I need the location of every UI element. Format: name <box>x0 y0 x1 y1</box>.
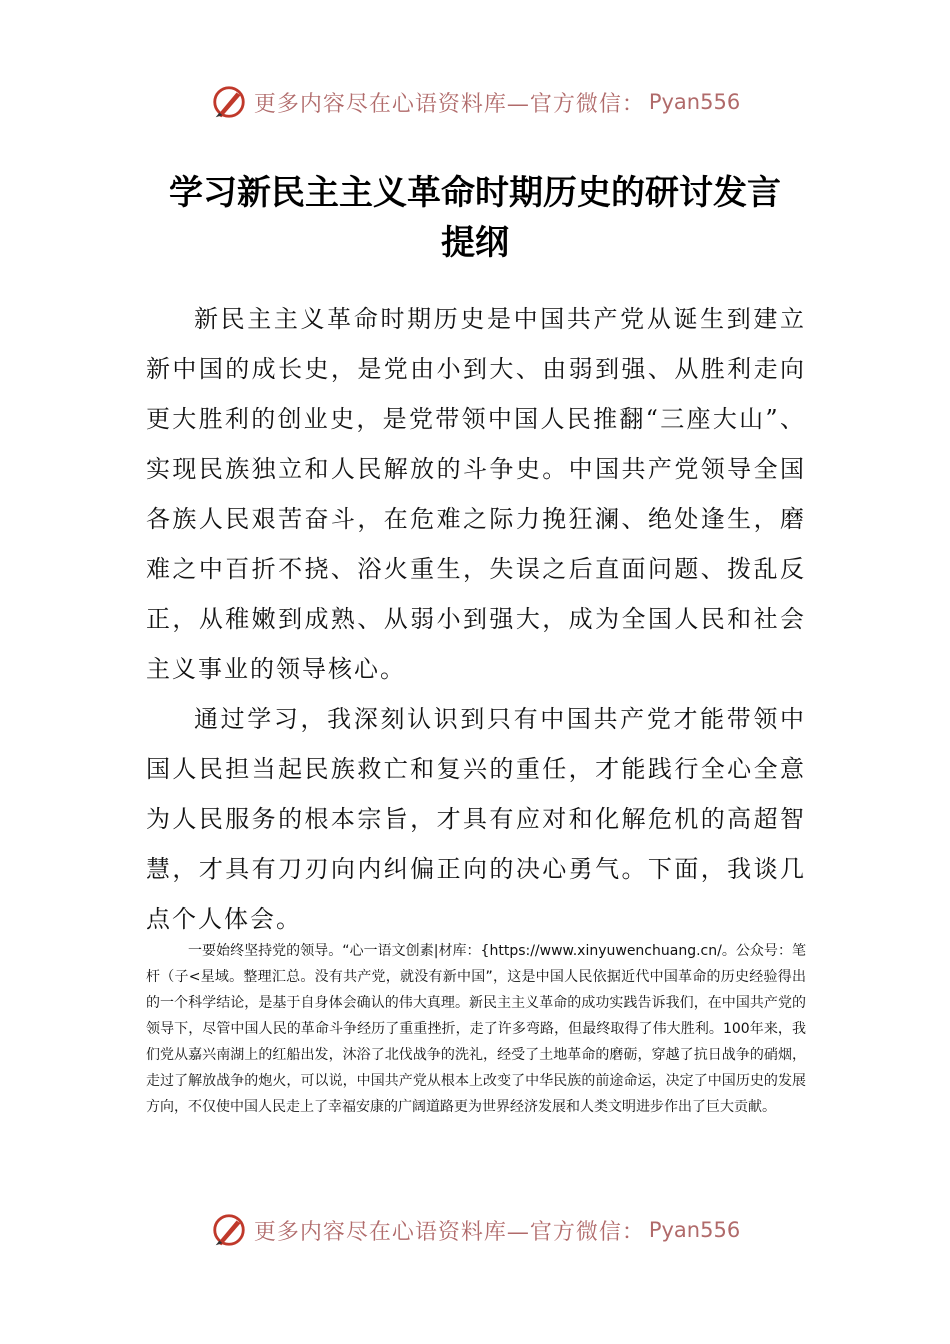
pen-logo-icon <box>210 1211 248 1249</box>
title-line-2: 提纲 <box>441 223 509 263</box>
body-paragraph-2: 通过学习，我深刻认识到只有中国共产党才能带领中国人民担当起民族救亡和复兴的重任，才能践行全心全意为人民服务的根本宗旨，才具有应对和化解危机的高超智慧，才具有刀刃向内纠偏正向的决心勇气。下面，我谈几点个人体会。 <box>146 705 806 933</box>
footer-wechat-id: Pyan556 <box>648 1218 741 1242</box>
small-note-paragraph: 一要始终坚持党的领导。“心一语文创素|材库：{https://www.xinyuwenchuang.cn/。公众号：笔杆（子<星域。整理汇总。没有共产党，就没有新中国”，这是中国人民依据近代中国革命的历史经验得出的一个科学结论，是基于自身体会确认的伟大真理。新民主主义革命的成功实践告诉我们，在中国共产党的领导下，尽管中国人民的革命斗争经历了重重挫折，走了许多弯路，但最终取得了伟大胜利。100年来，我们党从嘉兴南湖上的红船出发，沐浴了北伐战争的洗礼，经受了土地革命的磨砺，穿越了抗日战争的硝烟，走过了解放战争的炮火，可以说，中国共产党从根本上改变了中华民族的前途命运，决定了中国历史的发展方向，不仅使中国人民走上了幸福安康的广阔道路更为世界经济发展和人类文明进步作出了巨大贡献。 <box>146 943 806 1115</box>
footer-banner <box>0 1208 950 1252</box>
footer-banner-text: 更多内容尽在心语资料库—官方微信： <box>253 1219 645 1245</box>
body-paragraph-1: 新民主主义革命时期历史是中国共产党从诞生到建立新中国的成长史，是党由小到大、由弱到强、从胜利走向更大胜利的创业史，是党带领中国人民推翻“三座大山”、实现民族独立和人民解放的斗争史。中国共产党领导全国各族人民艰苦奋斗，在危难之际力挽狂澜、绝处逢生，磨难之中百折不挠、浴火重生，失误之后直面问题、拨乱反正，从稚嫩到成熟、从弱小到强大，成为全国人民和社会主义事业的领导核心。 <box>146 305 806 683</box>
header-banner-text: 更多内容尽在心语资料库—官方微信： <box>253 91 645 117</box>
page-title <box>0 168 950 268</box>
header-wechat-id: Pyan556 <box>648 90 741 114</box>
pen-logo-icon <box>210 83 248 121</box>
document-body <box>146 294 806 944</box>
title-line-1: 学习新民主主义革命时期历史的研讨发言 <box>169 173 781 213</box>
header-banner <box>0 80 950 124</box>
